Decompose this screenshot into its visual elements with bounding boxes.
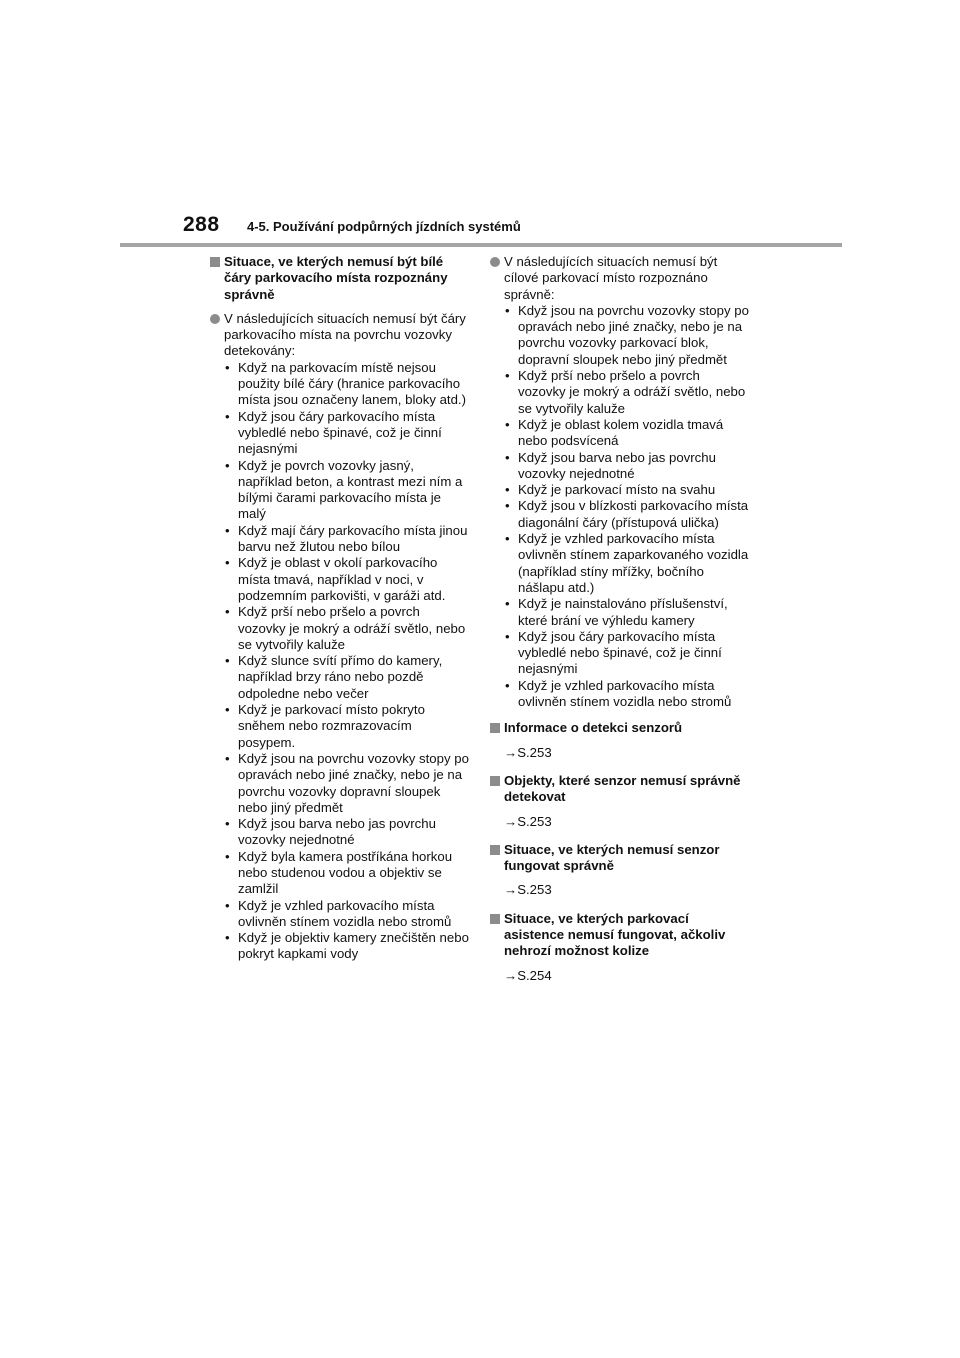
item-list bbox=[224, 360, 471, 963]
list-item: • Když prší nebo pršelo a povrch vozovky je mokrý a odráží světlo, nebo se vytvořily kaluže bbox=[505, 368, 746, 416]
page-reference-link[interactable]: →S.253 bbox=[504, 813, 552, 829]
list-item: • Když jsou čáry parkovacího místa vybledlé nebo špinavé, což je činní nejasnými bbox=[505, 628, 722, 677]
list-item: • Když na parkovacím místě nejsou použity bílé čáry (hranice parkovacího místa jsou označeny lanem, bloky atd.) bbox=[225, 359, 466, 408]
list-item: • Když byla kamera postříkána horkou nebo studenou vodou a objektiv se zamlžil bbox=[225, 848, 453, 897]
header-rule bbox=[120, 243, 842, 247]
list-item: • Když je povrch vozovky jasný, například beton, a kontrast mezi ním a bílými čarami parkovacího místa je malý bbox=[225, 457, 463, 522]
intro-text: V následujících situacích nemusí být cílové parkovací místo rozpoznáno správně: bbox=[504, 254, 718, 302]
list-item: • Když je vzhled parkovacího místa ovlivněn stínem vozidla nebo stromů bbox=[225, 897, 452, 929]
list-item: • Když je parkovací místo pokryto sněhem nebo rozmrazovacím posypem. bbox=[225, 702, 425, 750]
page-reference-link[interactable]: →S.254 bbox=[504, 967, 552, 983]
heading-text: Situace, ve kterých nemusí být bílé čáry parkovacího místa rozpoznány správně bbox=[224, 254, 448, 302]
list-item: • Když jsou čáry parkovacího místa vybledlé nebo špinavé, což je činní nejasnými bbox=[225, 408, 442, 457]
square-bullet-icon bbox=[490, 776, 500, 786]
bullet-block bbox=[489, 254, 751, 710]
list-item: • Když jsou barva nebo jas povrchu vozovky nejednotné bbox=[225, 816, 436, 848]
right-column bbox=[489, 254, 751, 996]
list-item: • Když je nainstalováno příslušenství, které brání ve výhledu kamery bbox=[505, 596, 728, 628]
section-heading bbox=[489, 720, 751, 736]
heading-text: Informace o detekci senzorů bbox=[504, 720, 683, 736]
heading-text: Situace, ve kterých nemusí senzor fungovat správně bbox=[504, 841, 720, 874]
square-bullet-icon bbox=[490, 845, 500, 855]
circle-bullet-icon bbox=[490, 257, 500, 267]
list-item: • Když je vzhled parkovacího místa ovlivněn stínem vozidla nebo stromů bbox=[505, 677, 732, 710]
section-title: 4-5. Používání podpůrných jízdních systémů bbox=[247, 219, 521, 234]
list-item: • Když jsou na povrchu vozovky stopy po opravách nebo jiné značky, nebo je na povrchu vozovky dopravní sloupek nebo jiný předmět bbox=[225, 750, 469, 815]
list-item: • Když mají čáry parkovacího místa jinou barvu než žlutou nebo bílou bbox=[225, 522, 468, 555]
list-item: • Když jsou v blízkosti parkovacího místa diagonální čáry (přístupová ulička) bbox=[505, 498, 749, 530]
square-bullet-icon bbox=[490, 914, 500, 924]
page-header bbox=[0, 0, 960, 250]
square-bullet-icon bbox=[210, 257, 220, 267]
square-bullet-icon bbox=[490, 723, 500, 733]
bullet-block bbox=[209, 311, 471, 963]
item-list bbox=[504, 303, 751, 710]
page-number: 288 bbox=[183, 213, 220, 236]
list-item: • Když jsou barva nebo jas povrchu vozovky nejednotné bbox=[505, 449, 716, 481]
intro-text: V následujících situacích nemusí být čáry parkovacího místa na povrchu vozovky detekovány: bbox=[224, 310, 466, 359]
list-item: • Když je objektiv kamery znečištěn nebo pokryt kapkami vody bbox=[225, 930, 469, 962]
list-item: • Když je parkovací místo na svahu bbox=[505, 482, 716, 498]
list-item: • Když slunce svítí přímo do kamery, například brzy ráno nebo pozdě odpoledne nebo večer bbox=[225, 653, 443, 701]
circle-bullet-icon bbox=[210, 314, 220, 324]
section-heading bbox=[489, 911, 751, 960]
list-item: • Když je oblast v okolí parkovacího místa tmavá, například v noci, v podzemním parkovišti, v garáži atd. bbox=[225, 555, 446, 603]
page-reference-link[interactable]: →S.253 bbox=[504, 882, 552, 898]
list-item: • Když je vzhled parkovacího místa ovlivněn stínem zaparkovaného vozidla (například stíny mřížky, bočního nášlapu atd.) bbox=[505, 531, 749, 595]
section-heading bbox=[489, 842, 751, 875]
heading-text: Situace, ve kterých parkovací asistence nemusí fungovat, ačkoliv nehrozí možnost kolize bbox=[504, 910, 726, 959]
heading-text: Objekty, které senzor nemusí správně detekovat bbox=[504, 772, 741, 805]
list-item: • Když jsou na povrchu vozovky stopy po opravách nebo jiné značky, nebo je na povrchu vozovky parkovací blok, dopravní sloupek nebo jiný předmět bbox=[505, 302, 749, 367]
list-item: • Když prší nebo pršelo a povrch vozovky je mokrý a odráží světlo, nebo se vytvořily kaluže bbox=[225, 604, 466, 652]
section-heading bbox=[489, 773, 751, 806]
page-reference-link[interactable]: →S.253 bbox=[504, 744, 552, 760]
section-heading bbox=[209, 254, 471, 303]
left-column bbox=[209, 254, 471, 963]
list-item: • Když je oblast kolem vozidla tmavá nebo podsvícená bbox=[505, 416, 724, 449]
